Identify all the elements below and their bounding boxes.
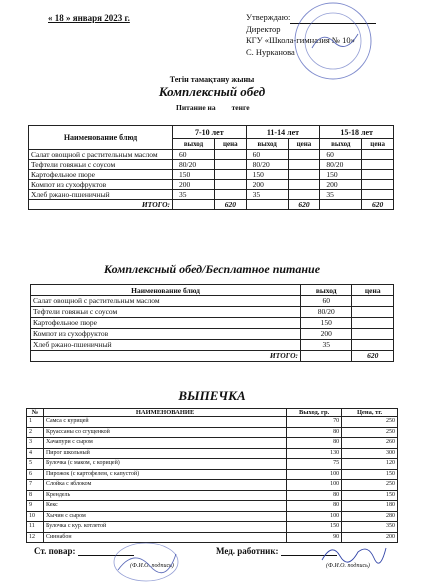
price-header: цена: [362, 139, 394, 150]
cook-signature: Ст. повар:: [34, 546, 134, 556]
medic-signature: Мед. работник:: [216, 546, 337, 556]
approver-name: С. Нурканова: [246, 46, 295, 57]
signature-scribble-icon: [318, 538, 388, 568]
output-header: выход: [301, 285, 352, 296]
bakery-table: [26, 408, 398, 543]
approver-position: Директор: [246, 23, 281, 34]
free-meal-title: Комплексный обед/Бесплатное питание: [103, 262, 321, 276]
complex-lunch-title: Комплексный обед: [158, 84, 266, 99]
table-row: 1 Самса с курицей 70 250: [27, 417, 398, 428]
price-header: цена: [288, 139, 320, 150]
table-row: 6 Пирожок (с картофелем, с капустой) 100 150: [27, 469, 398, 480]
medic-signature-caption: (Ф.И.О. подпись): [326, 563, 370, 569]
price-line: Питание на тенге: [176, 103, 250, 112]
total-row: ИТОГО: 620: [31, 351, 394, 362]
table-row: Хлеб ржано-пшеничный 35: [31, 340, 394, 351]
number-header: №: [27, 409, 44, 417]
age-group-header: 7-10 лет: [173, 126, 247, 139]
price-header: Цена, тг.: [342, 409, 398, 417]
table-row: Компот из сухофруктов 200: [31, 329, 394, 340]
table-row: 10 Хычин с сыром 100 280: [27, 511, 398, 522]
table-row: 5 Булочка (с маком, с корицей) 75 120: [27, 459, 398, 470]
menu-date: « 18 » января 2023 г.: [48, 13, 130, 23]
table-row: Картофельное пюре 150 150 150: [29, 170, 394, 180]
approval-title: Утверждаю:: [246, 12, 291, 22]
bakery-title: ВЫПЕЧКА: [178, 388, 246, 403]
dish-header: Наименование блюд: [31, 285, 301, 296]
table-row: Салат овощной с растительным маслом 60 60 60: [29, 150, 394, 160]
table-row: 7 Слойка с яблоком 100 250: [27, 480, 398, 491]
table-row: Салат овощной с растительным маслом 60: [31, 296, 394, 307]
table-row: Тефтели говяжьи с соусом 80/20: [31, 307, 394, 318]
name-header: НАИМЕНОВАНИЕ: [43, 409, 286, 417]
table-row: Компот из сухофруктов 200 200 200: [29, 180, 394, 190]
dish-header: Наименование блюд: [29, 126, 173, 150]
free-meal-table: [30, 284, 394, 362]
table-row: 8 Крендель 80 150: [27, 490, 398, 501]
age-group-header: 15-18 лет: [320, 126, 394, 139]
table-row: Хлеб ржано-пшеничный 35 35 35: [29, 190, 394, 200]
output-header: выход: [320, 139, 362, 150]
table-row: Картофельное пюре 150: [31, 318, 394, 329]
output-header: выход: [173, 139, 215, 150]
price-header: цена: [352, 285, 394, 296]
table-row: 12 Синнабон 90 200: [27, 532, 398, 543]
complex-lunch-table: [28, 125, 394, 210]
output-header: Выход, гр.: [287, 409, 342, 417]
cook-signature-caption: (Ф.И.О. подпись): [130, 563, 174, 569]
approver-org: КГУ «Школа-гимназия № 10»: [246, 35, 355, 45]
table-row: 11 Булочка с кур. котлетой 150 350: [27, 522, 398, 533]
table-row: 4 Пирог школьный 130 300: [27, 448, 398, 459]
output-header: выход: [246, 139, 288, 150]
stamp-seal-icon: [292, 0, 374, 82]
table-row: Тефтели говяжьи с соусом 80/20 80/20 80/20: [29, 160, 394, 170]
age-group-header: 11-14 лет: [246, 126, 320, 139]
kazakh-caption: Тегін тамақтану жыны: [169, 75, 255, 84]
table-row: 9 Кекс 80 180: [27, 501, 398, 512]
table-row: 2 Круассаны со сгущенкой 80 250: [27, 427, 398, 438]
stamp-seal-icon: [110, 540, 182, 584]
total-row: ИТОГО: 620 620 620: [29, 200, 394, 210]
table-row: 3 Хачапури с сыром 80 260: [27, 438, 398, 449]
price-header: цена: [214, 139, 246, 150]
